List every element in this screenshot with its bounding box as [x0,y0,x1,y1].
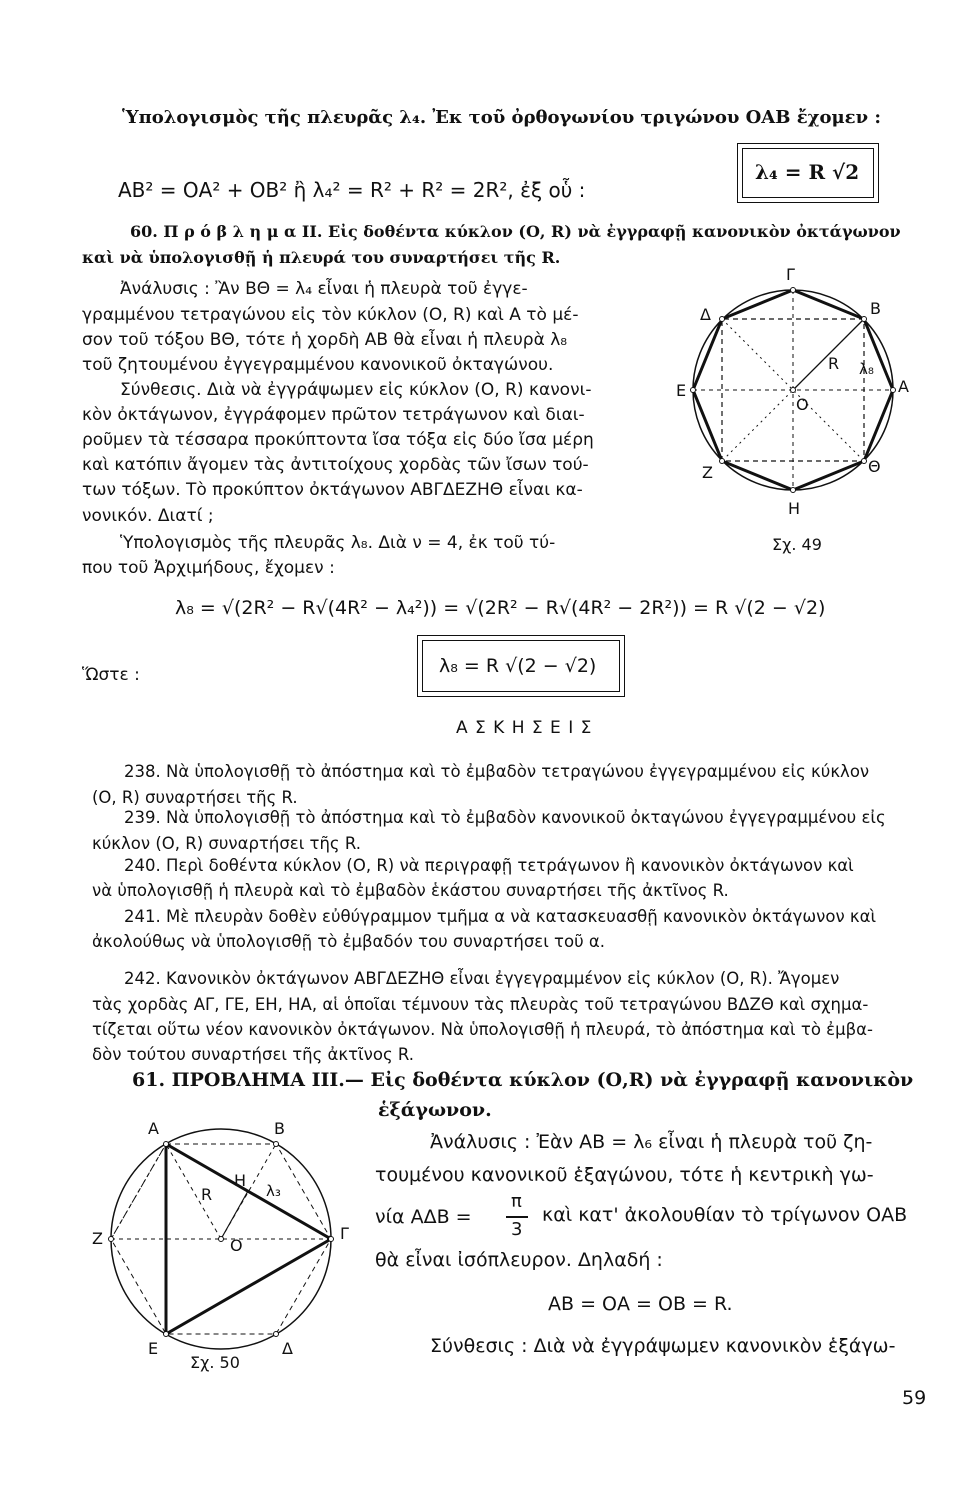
problem-60-title: 60. Π ρ ό β λ η μ α II. Εἰς δοθέντα κύκλον (Ο, R) νὰ ἐγγραφῇ κανονικὸν ὀκτάγωνον [130,222,901,241]
lambda8-result: λ₈ = R √(2 − √2) [439,655,597,677]
label-B: Β [870,299,881,318]
lambda8-heading-cont: που τοῦ Ἀρχιμήδους, ἔχομεν : [82,558,335,578]
apothem-OH [221,1191,248,1239]
analysis-61-l3: νία ΑΔΒ = [375,1206,472,1228]
vertex-B [862,317,867,322]
label-lambda3: λ₃ [266,1182,281,1200]
vertex-Z [720,459,725,464]
analysis-61-l4: θὰ εἶναι ἰσόπλευρον. Δηλαδή : [375,1249,663,1271]
lambda8-heading: Ὑπολογισμὸς τῆς πλευρᾶς λ₈. Διὰ ν = 4, ἐκ τοῦ τύ- [120,533,556,553]
label-TH: Θ [868,457,881,476]
exercise-240-l1: 240. Περὶ δοθέντα κύκλον (Ο, R) νὰ περιγραφῇ τετράγωνον ἢ κανονικὸν ὀκτάγωνον καὶ [124,856,854,875]
label-R: R [201,1185,213,1204]
lambda8-result-box [422,640,620,692]
label-B: Β [274,1119,285,1138]
exercise-238-l2: (Ο, R) συναρτήσει τῆς R. [92,788,298,807]
vertex-TH [862,459,867,464]
label-A: Α [898,377,909,396]
vertex-A [891,388,896,393]
label-E: Ε [676,381,687,400]
analysis-60-l3: σον τοῦ τόξου ΒΘ, τότε ἡ χορδὴ ΑΒ θὰ εἶναι ἡ πλευρὰ λ₈ [82,330,568,350]
lambda4-result: λ₄ = R √2 [755,160,860,184]
lambda8-formula: λ₈ = √(2R² − R√(4R² − λ₄²)) = √(2R² − R√(4R² − 2R²)) = R √(2 − √2) [175,597,826,619]
label-Z: Ζ [92,1229,103,1248]
synthesis-60-l2: κὸν ὀκτάγωνον, ἐγγράφομεν πρῶτον τετράγωνον καὶ διαι- [82,405,585,425]
vertex-E [164,1332,169,1337]
caption-50: Σχ. 50 [190,1353,240,1372]
figure-49 [676,258,916,558]
label-H: Η [234,1171,247,1190]
exercise-239-l2: κύκλον (Ο, R) συναρτήσει τῆς R. [92,834,361,853]
exercise-239-l1: 239. Νὰ ὑπολογισθῇ τὸ ἀπόστημα καὶ τὸ ἐμβαδὸν κανονικοῦ ὀκταγώνου ἐγγεγραμμένου εἰς [124,808,886,827]
center-O [219,1237,224,1242]
synthesis-60-l5: των τόξων. Τὸ προκύπτον ὀκτάγωνον ΑΒΓΔΕΖΗΘ εἶναι κα- [82,480,583,500]
problem-61-title-cont: ἑξάγωνον. [378,1099,492,1121]
exercise-242-l4: δὸν τούτου συναρτήσει τῆς ἀκτῖνος R. [92,1045,415,1064]
exercises-heading: Α Σ Κ Η Σ Ε Ι Σ [456,718,593,738]
label-H: Η [788,499,801,518]
exercise-241-l1: 241. Μὲ πλευρὰν δοθὲν εὐθύγραμμον τμῆμα α νὰ κατασκευασθῇ κανονικὸν ὀκτάγωνον καὶ [124,907,877,926]
analysis-60-l1: Ἀνάλυσις : Ἂν ΒΘ = λ₄ εἶναι ἡ πλευρὰ τοῦ ἐγγε- [120,279,528,299]
analysis-61-l2: τουμένου κανονικοῦ ἑξαγώνου, τότε ἡ κεντρικὴ γω- [375,1164,874,1186]
label-D: Δ [700,305,711,324]
pi-denominator: 3 [511,1219,523,1240]
analysis-60-l2: γραμμένου τετραγώνου εἰς τὸν κύκλον (Ο, R) καὶ Α τὸ μέ- [82,305,579,325]
exercise-241-l2: ἀκολούθως νὰ ὑπολογισθῇ τὸ ἐμβαδόν του συναρτήσει τοῦ α. [92,932,605,951]
page-number: 59 [902,1387,927,1409]
exercise-242-l2: τὰς χορδὰς ΑΓ, ΓΕ, ΕΗ, ΗΑ, αἱ ὁποῖαι τέμνουν τὰς πλευρὰς τοῦ τετραγώνου ΒΔΖΘ καὶ σχημα- [92,995,869,1014]
caption-49: Σχ. 49 [772,535,822,554]
analysis-61-l1: Ἀνάλυσις : Ἐὰν ΑΒ = λ₆ εἶναι ἡ πλευρὰ τοῦ ζη- [430,1131,873,1153]
analysis-61-l5: ΑΒ = ΟΑ = ΟΒ = R. [548,1293,733,1315]
pi-numerator: π [511,1191,522,1212]
vertex-B [274,1142,279,1147]
vertex-D [720,317,725,322]
hoste-label: Ὥστε : [82,665,140,685]
problem-61-title: 61. ΠΡΟΒΛΗΜΑ III.— Εἰς δοθέντα κύκλον (Ο,R) νὰ ἐγγραφῇ κανονικὸν [132,1069,914,1091]
label-lambda8: λ₈ [859,360,874,378]
problem-60-title-cont: καὶ νὰ ὑπολογισθῇ ἡ πλευρά του συναρτήσει τῆς R. [82,248,561,267]
figure-50 [86,1114,356,1376]
center-O [791,388,796,393]
label-G: Γ [786,265,795,284]
label-R: R [828,354,840,373]
exercise-238-l1: 238. Νὰ ὑπολογισθῇ τὸ ἀπόστημα καὶ τὸ ἐμβαδὸν τετραγώνου ἐγγεγραμμένου εἰς κύκλον [124,762,870,781]
exercise-240-l2: νὰ ὑπολογισθῇ ἡ πλευρὰ καὶ τὸ ἐμβαδὸν ἑκάστου συναρτήσει τῆς ἀκτῖνος R. [92,881,729,900]
lambda4-heading: Ὑπολογισμὸς τῆς πλευρᾶς λ₄. Ἐκ τοῦ ὀρθογωνίου τριγώνου ΟΑΒ ἔχομεν : [122,107,882,128]
label-D: Δ [282,1339,293,1358]
label-Z: Ζ [702,463,713,482]
label-G: Γ [340,1224,349,1243]
label-O: Ο [230,1236,243,1255]
vertex-H [791,488,796,493]
label-O: Ο [796,395,809,414]
lambda4-result-box [742,148,874,198]
analysis-61-l3-cont: καὶ κατ' ἀκολουθίαν τὸ τρίγωνον ΟΑΒ [542,1204,908,1226]
lambda4-equation: ΑΒ² = ΟΑ² + ΟΒ² ἢ λ₄² = R² + R² = 2R², ἐξ οὗ : [118,178,586,202]
label-E: Ε [148,1339,159,1358]
vertex-A [164,1142,169,1147]
vertex-G [329,1237,334,1242]
synthesis-60-l4: καὶ κατόπιν ἄγομεν τὰς ἀντιτοίχους χορδὰς τῶν ἴσων τού- [82,455,589,475]
vertex-G [791,288,796,293]
synthesis-60-l3: ροῦμεν τὰ τέσσαρα προκύπτοντα ἴσα τόξα εἰς δύο ἴσα μέρη [82,430,594,450]
exercise-242-l3: τίζεται οὕτω νέον κανονικὸν ὀκτάγωνον. Νὰ ὑπολογισθῇ ἡ πλευρά, τὸ ἀπόστημα καὶ τὸ ἐμβα- [92,1020,873,1039]
synthesis-61-l1: Σύνθεσις : Διὰ νὰ ἐγγράψωμεν κανονικὸν ἑξάγω- [430,1335,896,1357]
synthesis-60-l6: νονικόν. Διατί ; [82,506,214,526]
vertex-D [274,1332,279,1337]
label-A: Α [148,1119,159,1138]
vertex-Z [109,1237,114,1242]
exercise-242-l1: 242. Κανονικὸν ὀκτάγωνον ΑΒΓΔΕΖΗΘ εἶναι ἐγγεγραμμένον εἰς κύκλον (Ο, R). Ἄγομεν [124,969,840,988]
synthesis-60-l1: Σύνθεσις. Διὰ νὰ ἐγγράψωμεν εἰς κύκλον (Ο, R) κανονι- [120,380,592,400]
vertex-E [691,388,696,393]
analysis-60-l4: τοῦ ζητουμένου ἐγγεγραμμένου κανονικοῦ ὀκταγώνου. [82,355,554,375]
